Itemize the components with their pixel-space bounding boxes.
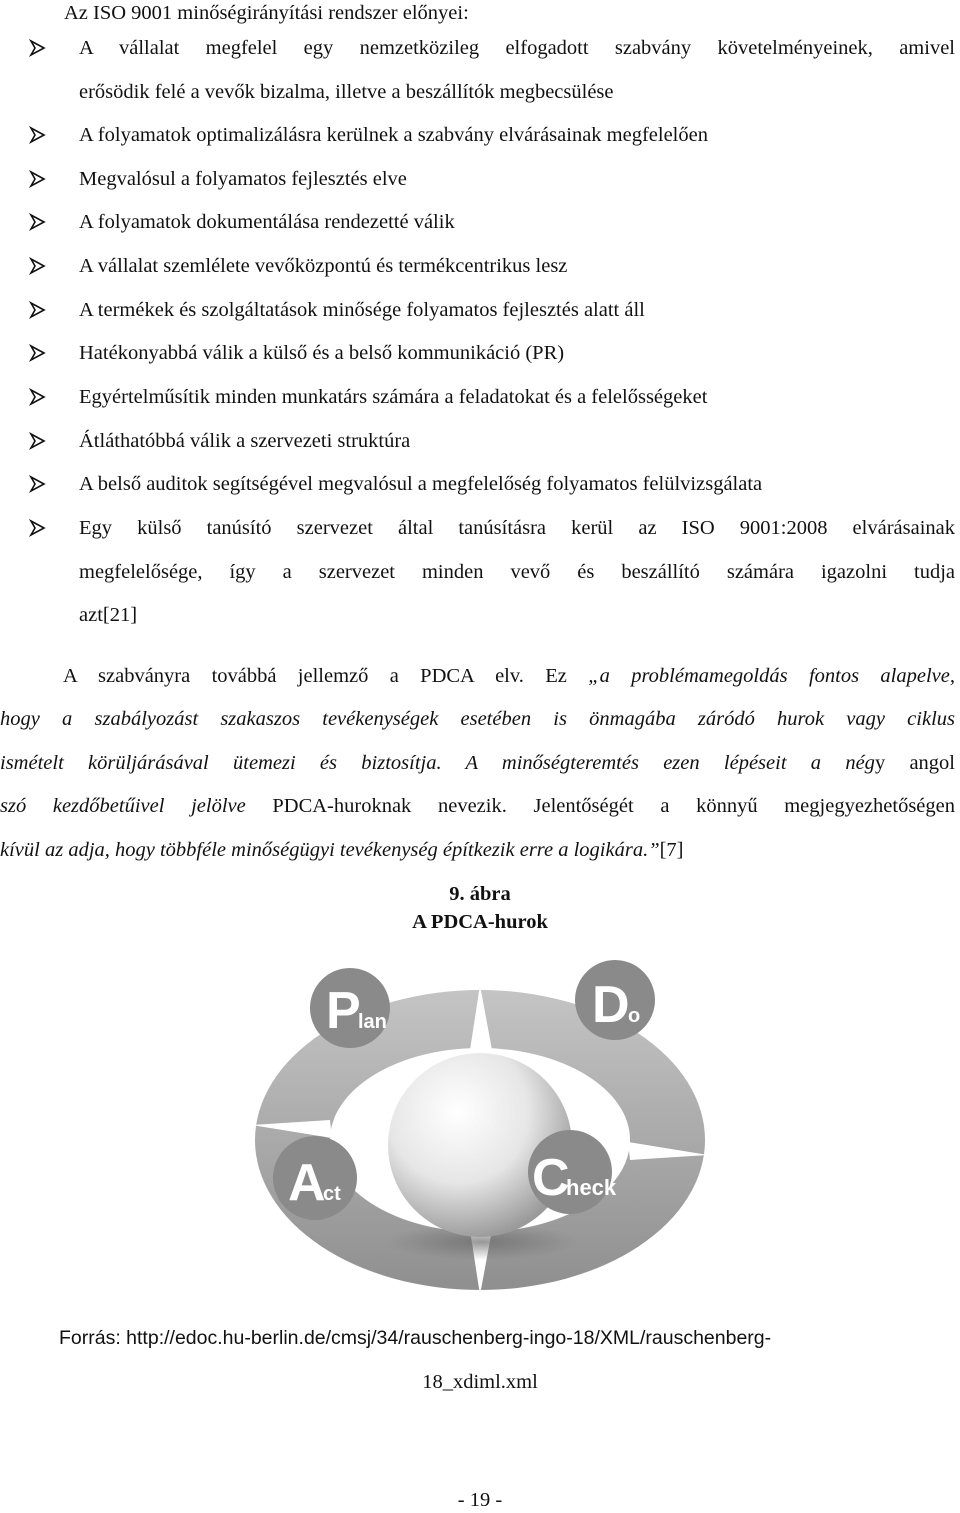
list-item-text: Egy külső tanúsító szervezet által tanúsításra kerül az ISO 9001:2008 elvárásainak xyxy=(79,517,955,539)
figure-number: 9. ábra xyxy=(449,883,511,905)
list-item-text: A belső auditok segítségével megvalósul a megfelelőség folyamatos felülvizsgálata xyxy=(79,473,763,495)
list-item-text: Megvalósul a folyamatos fejlesztés elve xyxy=(79,168,407,190)
act-label xyxy=(273,1136,357,1220)
arrow-bullet-icon xyxy=(28,122,48,148)
paragraph-line-3: ismételt körüljárásával ütemezi és biztosítja. A minőségteremtés ezen lépéseit a négy angol xyxy=(0,752,956,774)
plan-letter: P xyxy=(326,982,361,1040)
act-letter: A xyxy=(288,1154,326,1212)
list-item-text: Egyértelműsítik minden munkatárs számára a feladatokat és a felelősségeket xyxy=(79,386,708,408)
act-rest: ct xyxy=(323,1183,341,1205)
figure-title: A PDCA-hurok xyxy=(412,911,548,933)
plan-label xyxy=(310,968,390,1048)
arrow-bullet-icon xyxy=(28,428,48,454)
do-rest: o xyxy=(628,1005,641,1027)
list-item-text: Hatékonyabbá válik a külső és a belső kommunikáció (PR) xyxy=(79,342,565,364)
intro-text: Az ISO 9001 minőségirányítási rendszer előnyei: xyxy=(64,2,469,24)
plan-rest: lan xyxy=(358,1011,387,1033)
arrow-bullet-icon xyxy=(28,384,48,410)
list-item-text: Átláthatóbbá válik a szervezeti struktúra xyxy=(79,430,411,452)
paragraph-line-5: kívül az adja, hogy többféle minőségügyi tevékenység építkezik erre a logikára.”[7] xyxy=(0,839,684,861)
paragraph-line-1: A szabványra továbbá jellemző a PDCA elv. Ez „a problémamegoldás fontos alapelve, xyxy=(63,665,955,687)
arrow-bullet-icon xyxy=(28,35,48,61)
do-label xyxy=(575,960,655,1040)
source-line-1: Forrás: http://edoc.hu-berlin.de/cmsj/34/rauschenberg-ingo-18/XML/rauschenberg- xyxy=(59,1327,772,1349)
list-item-text: A folyamatok optimalizálásra kerülnek a szabvány elvárásainak megfelelően xyxy=(79,124,708,146)
list-item-text: megfelelősége, így a szervezet minden vevő és beszállító számára igazolni tudja xyxy=(79,560,955,583)
arrow-bullet-icon xyxy=(28,515,48,541)
arrow-bullet-icon xyxy=(28,340,48,366)
arrow-bullet-icon xyxy=(28,253,48,279)
check-rest: heck xyxy=(566,1175,617,1200)
paragraph-line-4: szó kezdőbetűivel jelölve PDCA-huroknak nevezik. Jelentőségét a könnyű megjegyezhetőségen xyxy=(0,795,955,817)
page-number: - 19 - xyxy=(457,1489,503,1511)
list-item-text: erősödik felé a vevők bizalma, illetve a beszállítók megbecsülése xyxy=(79,80,614,103)
check-letter: C xyxy=(532,1149,570,1207)
list-item-text: A vállalat szemlélete vevőközpontú és termékcentrikus lesz xyxy=(79,255,568,277)
pdca-cycle-figure xyxy=(230,950,730,1310)
arrow-bullet-icon xyxy=(28,209,48,235)
arrow-bullet-icon xyxy=(28,471,48,497)
list-item-text: A termékek és szolgáltatások minősége folyamatos fejlesztés alatt áll xyxy=(79,299,645,321)
list-item-text: A vállalat megfelel egy nemzetközileg elfogadott szabvány követelményeinek, amivel xyxy=(79,37,955,59)
paragraph-line-2: hogy a szabályozást szakaszos tevékenységek esetében is önmagába záródó hurok vagy ciklus xyxy=(0,708,955,730)
arrow-bullet-icon xyxy=(28,297,48,323)
source-line-2: 18_xdiml.xml xyxy=(422,1371,538,1393)
arrow-bullet-icon xyxy=(28,166,48,192)
do-letter: D xyxy=(592,976,630,1034)
list-item-text: azt[21] xyxy=(79,604,138,627)
list-item-text: A folyamatok dokumentálása rendezetté válik xyxy=(79,211,455,233)
